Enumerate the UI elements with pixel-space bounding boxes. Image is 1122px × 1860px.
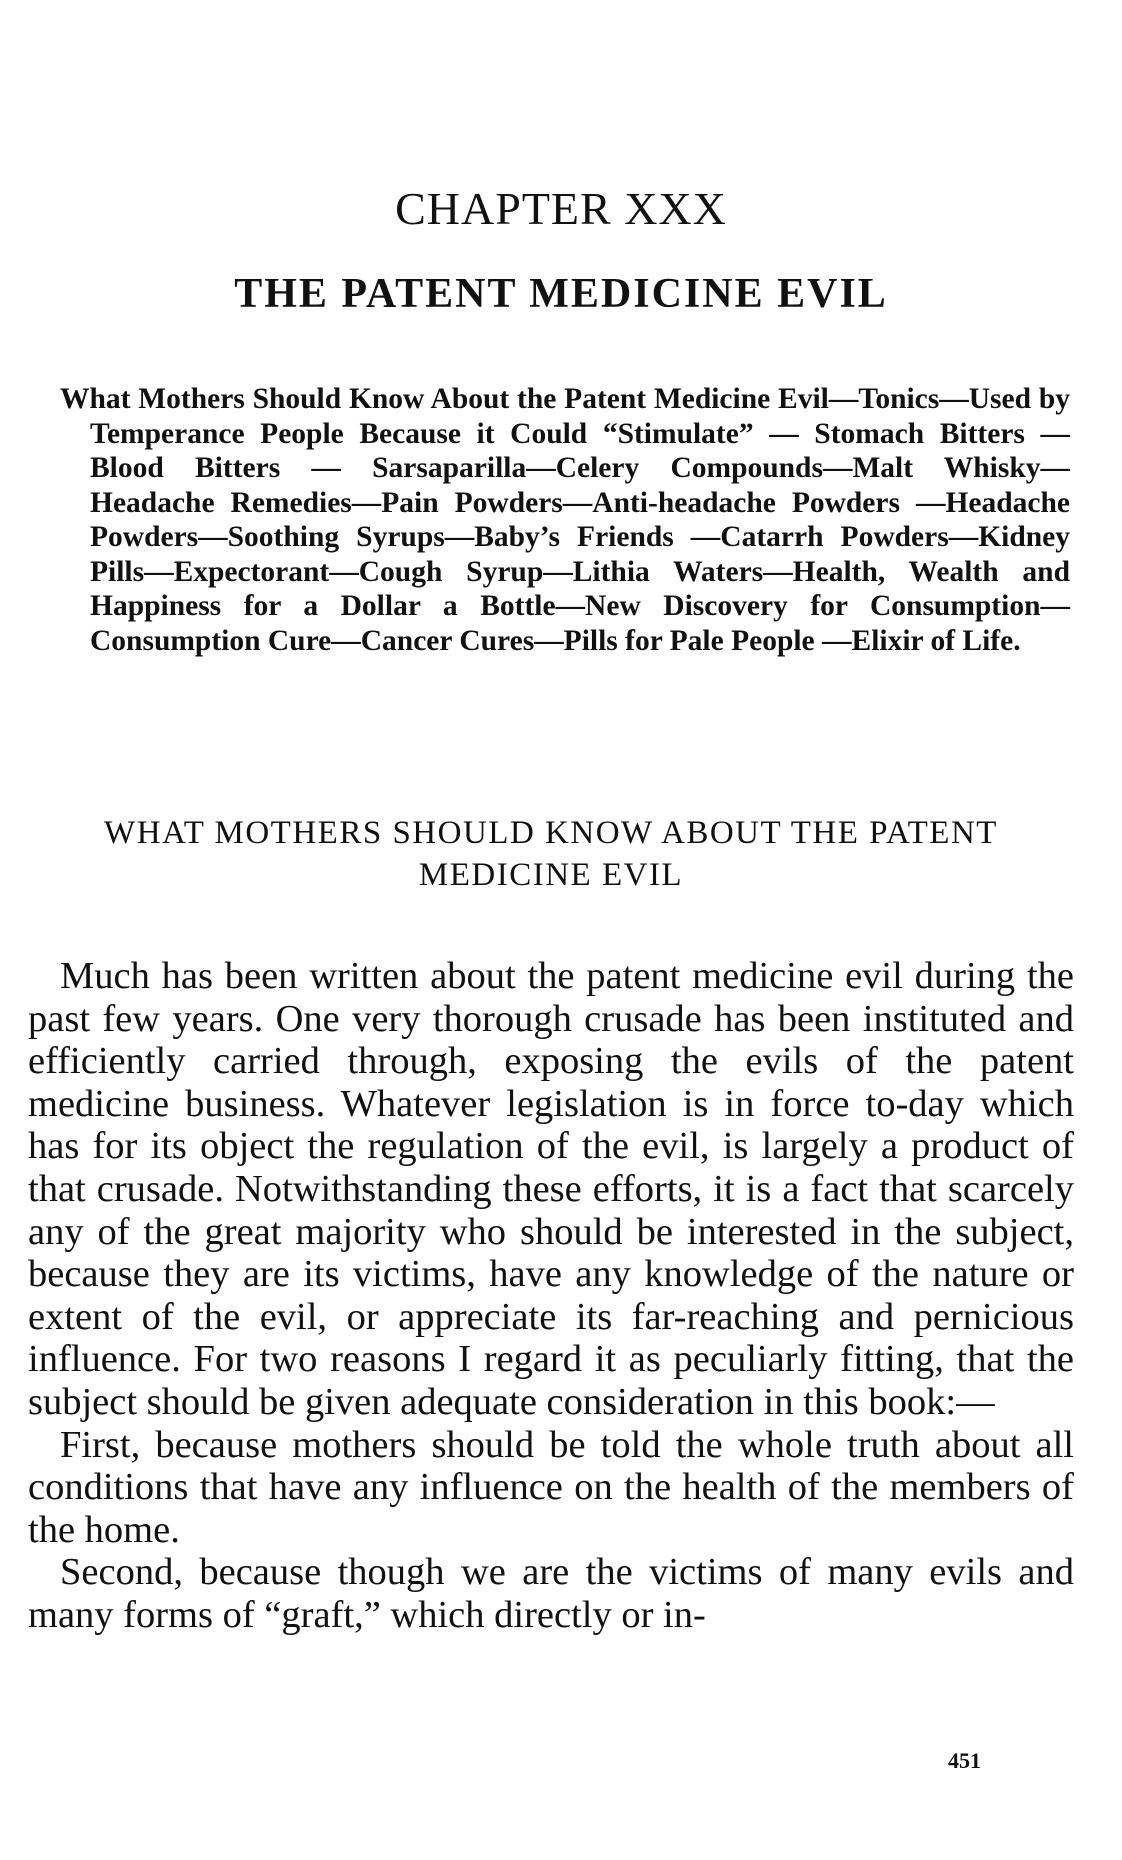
chapter-title: THE PATENT MEDICINE EVIL xyxy=(234,271,888,317)
paragraph: Much has been written about the patent medicine evil during the past few years. One very thorough crusade has been instituted and efficiently carried through, exposing the evils of the patent medicine business. Whatever legislation is in force to-day which has for its object the regulation of the evil, is largely a product of that crusade. Notwithstanding these efforts, it is a fact that scarcely any of the great majority who should be interested in the subject, because they are its victims, have any knowledge of the nature or extent of the evil, or appreciate its far-reaching and pernicious influence. For two reasons I regard it as peculiarly fitting, that the subject should be given adequate consideration in this book:— xyxy=(28,955,1074,1423)
chapter-number: CHAPTER XXX xyxy=(395,183,727,234)
paragraph: First, because mothers should be told the whole truth about all conditions that have any influence on the health of the members of the home. xyxy=(28,1423,1074,1551)
section-heading: WHAT MOTHERS SHOULD KNOW ABOUT THE PATENT MEDICINE EVIL xyxy=(104,815,998,893)
paragraph: Second, because though we are the victims of many evils and many forms of “graft,” which directly or in- xyxy=(28,1551,1074,1636)
chapter-synopsis: What Mothers Should Know About the Patent Medicine Evil—Tonics—Used by Temperance People Because it Could “Stimulate” — Stomach Bitters — Blood Bitters — Sarsaparilla—Celery Compounds—Malt Whisky—Headache Remedies—Pain Powders—Anti-headache Powders —Headache Powders—Soothing Syrups—Baby’s Friends —Catarrh Powders—Kidney Pills—Expectorant—Cough Syrup—Lithia Waters—Health, Wealth and Happiness for a Dollar a Bottle—New Discovery for Consumption—Consumption Cure—Cancer Cures—Pills for Pale People —Elixir of Life. xyxy=(60,383,1070,657)
page-number: 451 xyxy=(948,1748,981,1773)
body-text xyxy=(28,955,1074,1637)
